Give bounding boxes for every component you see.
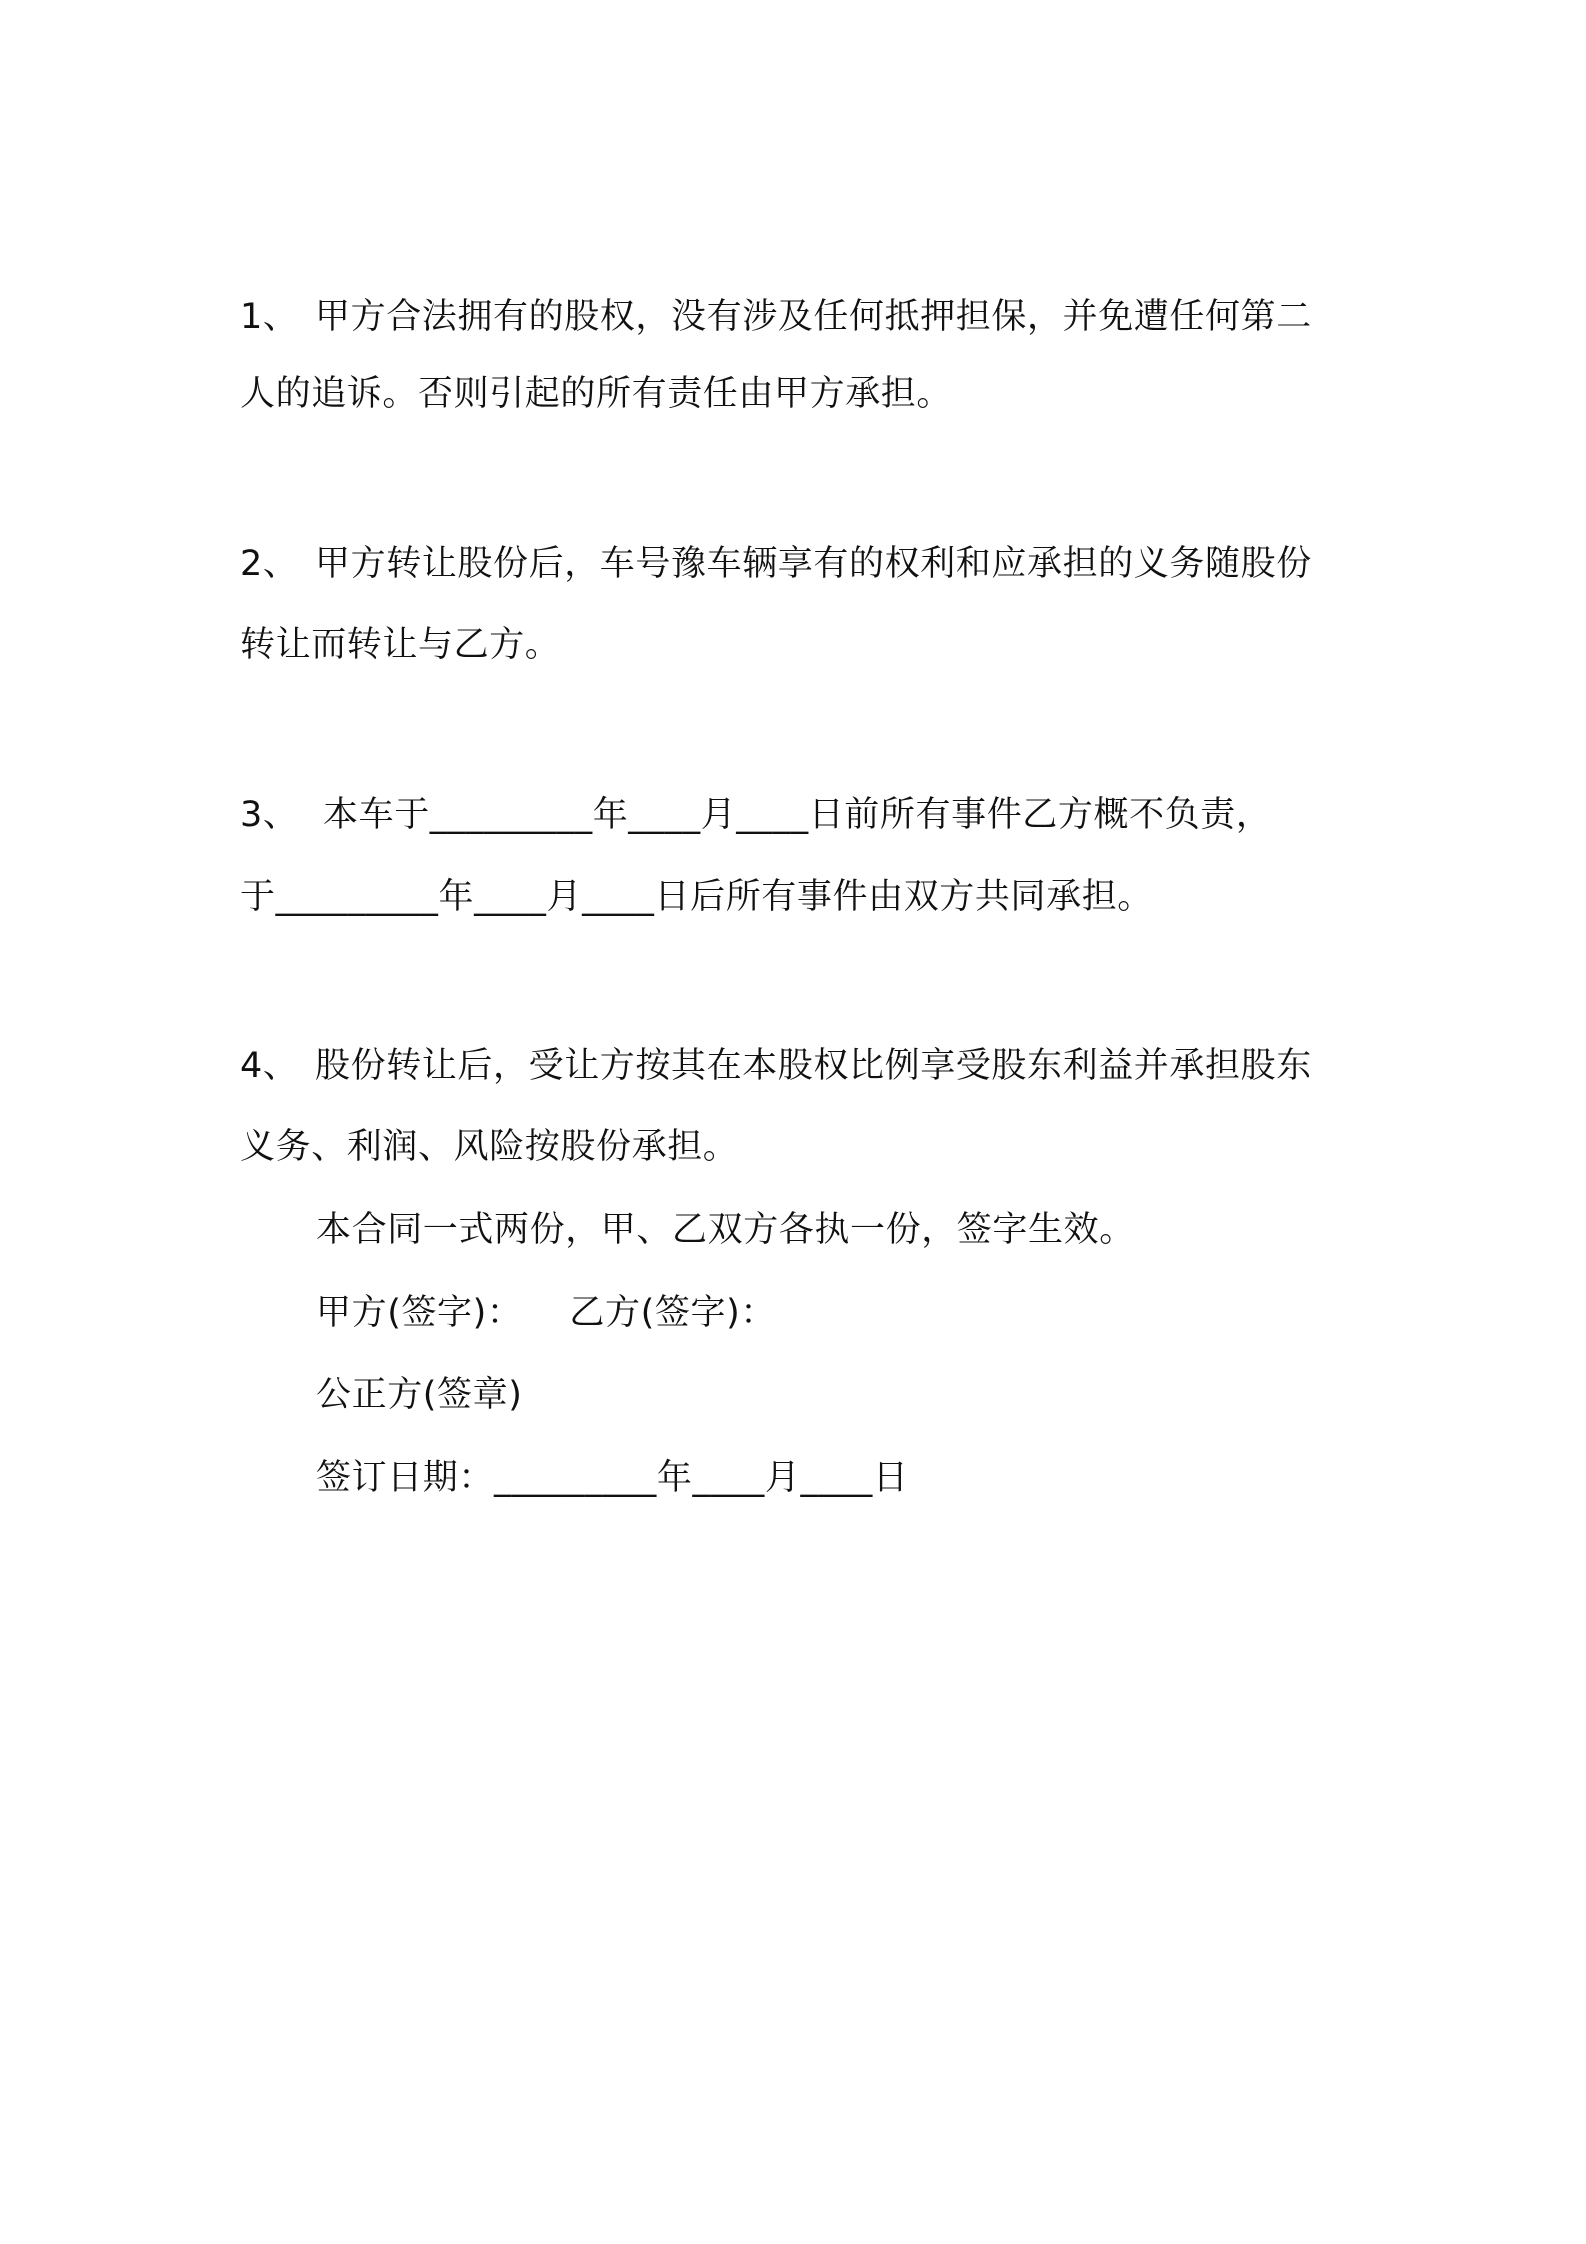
clause-3-line-1 [240,790,1272,840]
clause-1-line-2: 人的追诉。否则引起的所有责任由甲方承担。 [240,374,953,414]
clause-3-text: 本车于_________年____月____日前所有事件乙方概不负责， [323,795,1272,835]
clause-4-number: 4、 [240,1046,299,1086]
clause-2-line-1 [240,539,1312,589]
clause-3-line-2: 于_________年____月____日后所有事件由双方共同承担。 [240,877,1153,917]
clause-4-text: 股份转让后，受让方按其在本股权比例享受股东利益并承担股东 [315,1046,1312,1086]
clause-2-line-2: 转让而转让与乙方。 [240,625,561,665]
clause-4-line-2: 义务、利润、风险按股份承担。 [240,1127,739,1167]
clause-1-number: 1、 [240,297,299,337]
clause-1-text: 甲方合法拥有的股权，没有涉及任何抵押担保，并免遭任何第二 [315,297,1312,337]
sign-date-line: 签订日期：_________年____月____日 [316,1458,909,1498]
clause-2-number: 2、 [240,544,299,584]
clause-1-line-1 [240,292,1312,342]
signature-line: 甲方(签字)： 乙方(签字)： [316,1293,776,1333]
clause-2-text: 甲方转让股份后，车号豫车辆享有的权利和应承担的义务随股份 [315,544,1312,584]
notary-line: 公正方(签章) [316,1375,523,1415]
clause-3-number: 3、 [240,795,299,835]
copies-statement: 本合同一式两份，甲、乙双方各执一份，签字生效。 [316,1210,1135,1250]
clause-4-line-1 [240,1041,1312,1091]
